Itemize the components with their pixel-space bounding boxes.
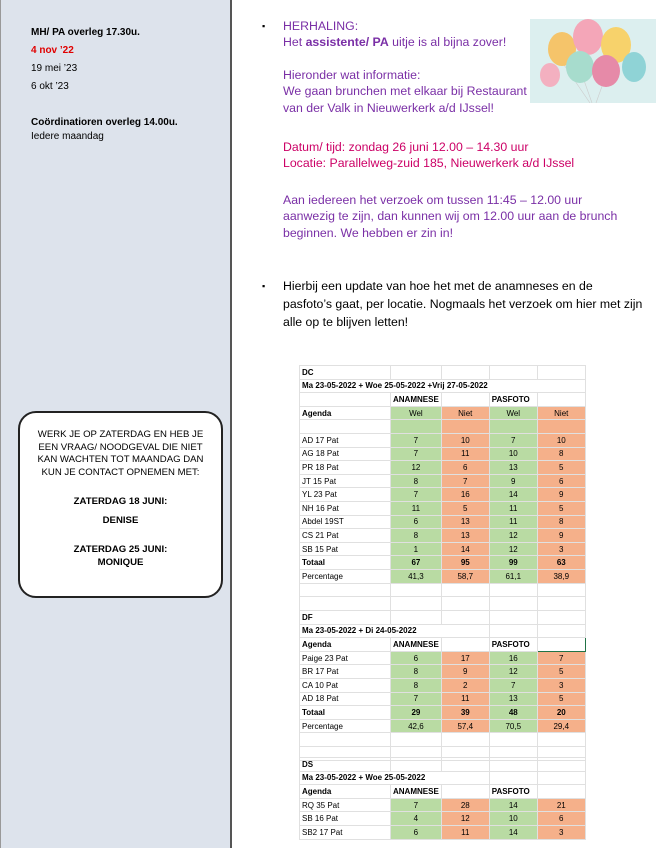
sidebar: [0, 0, 232, 848]
herhaling-line-2: [283, 34, 527, 50]
row-value: 6: [391, 651, 442, 665]
row-value: 9: [441, 665, 489, 679]
row-value: 11: [489, 515, 537, 529]
table-row: [300, 692, 586, 706]
row-value: 9: [489, 474, 537, 488]
table-row: [300, 474, 586, 488]
herhaling-block: [283, 18, 527, 116]
info-line-2: We gaan brunchen met elkaar bij Restaurant: [283, 84, 527, 99]
row-value: 16: [441, 488, 489, 502]
row-label: CA 10 Pat: [300, 678, 391, 692]
table-row: [300, 515, 586, 529]
row-value: 7: [489, 433, 537, 447]
table-row: [300, 542, 586, 556]
coord-meeting: [31, 116, 178, 144]
table-ds: [299, 757, 586, 840]
table-row: [300, 665, 586, 679]
dc-niet-header-1: Niet: [441, 406, 489, 420]
dc-wel-header-2: Wel: [489, 406, 537, 420]
table-dc: [299, 365, 586, 611]
herhaling-heading: HERHALING:: [283, 19, 359, 33]
dc-wel-header-1: Wel: [391, 406, 442, 420]
row-value: 11: [489, 501, 537, 515]
row-value: 13: [489, 461, 537, 475]
row-value: 8: [391, 529, 442, 543]
row-value: 5: [537, 665, 585, 679]
mh-pa-title: MH/ PA overleg 17.30u.: [31, 27, 140, 38]
df-agenda-header: Agenda: [300, 638, 391, 652]
location-line: Locatie: Parallelweg-zuid 185, Nieuwerkerk a/d IJssel: [283, 156, 575, 171]
request-block: [283, 192, 617, 241]
row-value: 10: [441, 433, 489, 447]
update-paragraph: Hierbij een update van hoe het met de anamneses en de pasfoto’s gaat, per locatie. Nogmaals het verzoek om hier met zijn alle op te blijven letten!: [283, 279, 643, 330]
date-line: Datum/ tijd: zondag 26 juni 12.00 – 14.30 uur: [283, 140, 529, 154]
dc-niet-header-2: Niet: [537, 406, 585, 420]
mh-pa-date-3: 6 okt ’23: [31, 81, 69, 92]
ds-location: DS: [300, 758, 391, 772]
df-anamnese-header: ANAMNESE: [391, 638, 442, 652]
row-value: 12: [489, 665, 537, 679]
row-label: AD 18 Pat: [300, 692, 391, 706]
row-label: CS 21 Pat: [300, 529, 391, 543]
callout-intro: WERK JE OP ZATERDAG EN HEB JE EEN VRAAG/ NOODGEVAL DIE NIET KAN WACHTEN TOT MAANDAG DAN KUN JE CONTACT OPNEMEN MET:: [37, 429, 204, 478]
row-value: 13: [441, 529, 489, 543]
row-value: 12: [489, 529, 537, 543]
table-row: [300, 651, 586, 665]
row-value: 6: [391, 515, 442, 529]
row-value: 7: [391, 798, 442, 812]
row-label: YL 23 Pat: [300, 488, 391, 502]
row-value: 5: [537, 501, 585, 515]
table-row: [300, 529, 586, 543]
row-value: 11: [441, 692, 489, 706]
row-value: 13: [489, 692, 537, 706]
coord-title: Coördinatioren overleg 14.00u.: [31, 117, 178, 128]
row-value: 8: [391, 678, 442, 692]
table-row: [300, 447, 586, 461]
row-value: 7: [489, 678, 537, 692]
row-value: 2: [441, 678, 489, 692]
row-value: 14: [489, 488, 537, 502]
row-label: Paige 23 Pat: [300, 651, 391, 665]
row-value: 16: [489, 651, 537, 665]
row-value: 8: [537, 447, 585, 461]
row-value: 13: [441, 515, 489, 529]
mh-pa-meeting: [31, 26, 140, 94]
row-value: 11: [441, 825, 489, 839]
row-value: 9: [537, 529, 585, 543]
row-value: 8: [391, 474, 442, 488]
table-df: [299, 610, 586, 761]
row-value: 28: [441, 798, 489, 812]
balloons-image: [530, 19, 656, 103]
dc-anamnese-header: ANAMNESE: [391, 393, 442, 407]
row-value: 8: [537, 515, 585, 529]
row-value: 4: [391, 812, 442, 826]
row-value: 5: [537, 461, 585, 475]
row-value: 5: [441, 501, 489, 515]
request-line-2: aanwezig te zijn, dan kunnen wij om 12.00 uur aan de brunch: [283, 209, 618, 224]
row-value: 3: [537, 542, 585, 556]
row-value: 14: [441, 542, 489, 556]
row-value: 7: [391, 692, 442, 706]
row-value: 12: [441, 812, 489, 826]
row-label: SB 16 Pat: [300, 812, 391, 826]
row-label: JT 15 Pat: [300, 474, 391, 488]
table-row: [300, 678, 586, 692]
df-pasfoto-header: PASFOTO: [489, 638, 537, 652]
bullet-2: ▪: [262, 281, 266, 291]
line2-pre: Het: [283, 35, 306, 50]
row-value: 6: [537, 812, 585, 826]
callout-name-1: DENISE: [102, 514, 139, 526]
row-value: 14: [489, 825, 537, 839]
callout-date-2: ZATERDAG 25 JUNI:: [73, 544, 168, 555]
row-value: 11: [441, 447, 489, 461]
row-value: 9: [537, 488, 585, 502]
row-value: 10: [489, 812, 537, 826]
row-value: 11: [391, 501, 442, 515]
row-value: 7: [391, 433, 442, 447]
dc-percentage-row: Percentage 41,3 58,7 61,1 38,9: [300, 569, 586, 583]
selected-cell[interactable]: [537, 638, 585, 652]
table-row: [300, 488, 586, 502]
row-value: 7: [441, 474, 489, 488]
df-dates: Ma 23-05-2022 + Di 24-05-2022: [300, 624, 490, 638]
row-value: 1: [391, 542, 442, 556]
info-line-3: van der Valk in Nieuwerkerk a/d IJssel!: [283, 100, 494, 115]
df-percentage-row: Percentage 42,6 57,4 70,5 29,4: [300, 719, 586, 733]
table-row: [300, 501, 586, 515]
row-value: 7: [391, 447, 442, 461]
row-value: 5: [537, 692, 585, 706]
row-value: 10: [537, 433, 585, 447]
row-value: 12: [391, 461, 442, 475]
df-total-row: Totaal 29 39 48 20: [300, 706, 586, 720]
line2-bold: assistente/ PA: [305, 35, 389, 50]
info-line-1: Hieronder wat informatie:: [283, 67, 421, 82]
dc-total-row: Totaal 67 95 99 63: [300, 556, 586, 570]
callout-date-1: ZATERDAG 18 JUNI:: [73, 496, 168, 507]
row-label: SB2 17 Pat: [300, 825, 391, 839]
dc-agenda-header: Agenda: [300, 406, 391, 420]
date-location-block: [283, 139, 574, 172]
coord-sub: Iedere maandag: [31, 131, 104, 142]
row-value: 8: [391, 665, 442, 679]
row-label: Abdel 19ST: [300, 515, 391, 529]
mh-pa-date-2: 19 mei ’23: [31, 63, 78, 74]
row-value: 3: [537, 825, 585, 839]
dc-location: DC: [300, 366, 391, 380]
table-row: [300, 825, 586, 839]
row-value: 6: [537, 474, 585, 488]
table-row: [300, 461, 586, 475]
row-label: BR 17 Pat: [300, 665, 391, 679]
df-location: DF: [300, 611, 391, 625]
weekend-contact-callout: [18, 411, 223, 598]
row-value: 3: [537, 678, 585, 692]
table-row: [300, 433, 586, 447]
ds-anamnese-header: ANAMNESE: [391, 785, 442, 799]
row-label: AG 18 Pat: [300, 447, 391, 461]
row-label: NH 16 Pat: [300, 501, 391, 515]
dc-pasfoto-header: PASFOTO: [489, 393, 537, 407]
line2-post: uitje is al bijna zover!: [388, 35, 507, 50]
row-label: PR 18 Pat: [300, 461, 391, 475]
callout-name-2: MONIQUE: [97, 556, 144, 568]
table-row: [300, 812, 586, 826]
row-value: 6: [441, 461, 489, 475]
row-label: SB 15 Pat: [300, 542, 391, 556]
row-value: 21: [537, 798, 585, 812]
row-label: AD 17 Pat: [300, 433, 391, 447]
row-value: 14: [489, 798, 537, 812]
row-label: RQ 35 Pat: [300, 798, 391, 812]
table-row: [300, 798, 586, 812]
bullet-1: ▪: [262, 21, 266, 31]
row-value: 6: [391, 825, 442, 839]
request-line-3: beginnen. We hebben er zin in!: [283, 225, 454, 240]
mh-pa-date-1: 4 nov ’22: [31, 45, 74, 56]
row-value: 7: [391, 488, 442, 502]
ds-dates: Ma 23-05-2022 + Woe 25-05-2022: [300, 771, 490, 785]
ds-agenda-header: Agenda: [300, 785, 391, 799]
row-value: 7: [537, 651, 585, 665]
row-value: 10: [489, 447, 537, 461]
row-value: 12: [489, 542, 537, 556]
request-line-1: Aan iedereen het verzoek om tussen 11:45 – 12.00 uur: [283, 193, 583, 207]
row-value: 17: [441, 651, 489, 665]
ds-pasfoto-header: PASFOTO: [489, 785, 537, 799]
dc-dates: Ma 23-05-2022 + Woe 25-05-2022 +Vrij 27-05-2022: [300, 379, 586, 393]
